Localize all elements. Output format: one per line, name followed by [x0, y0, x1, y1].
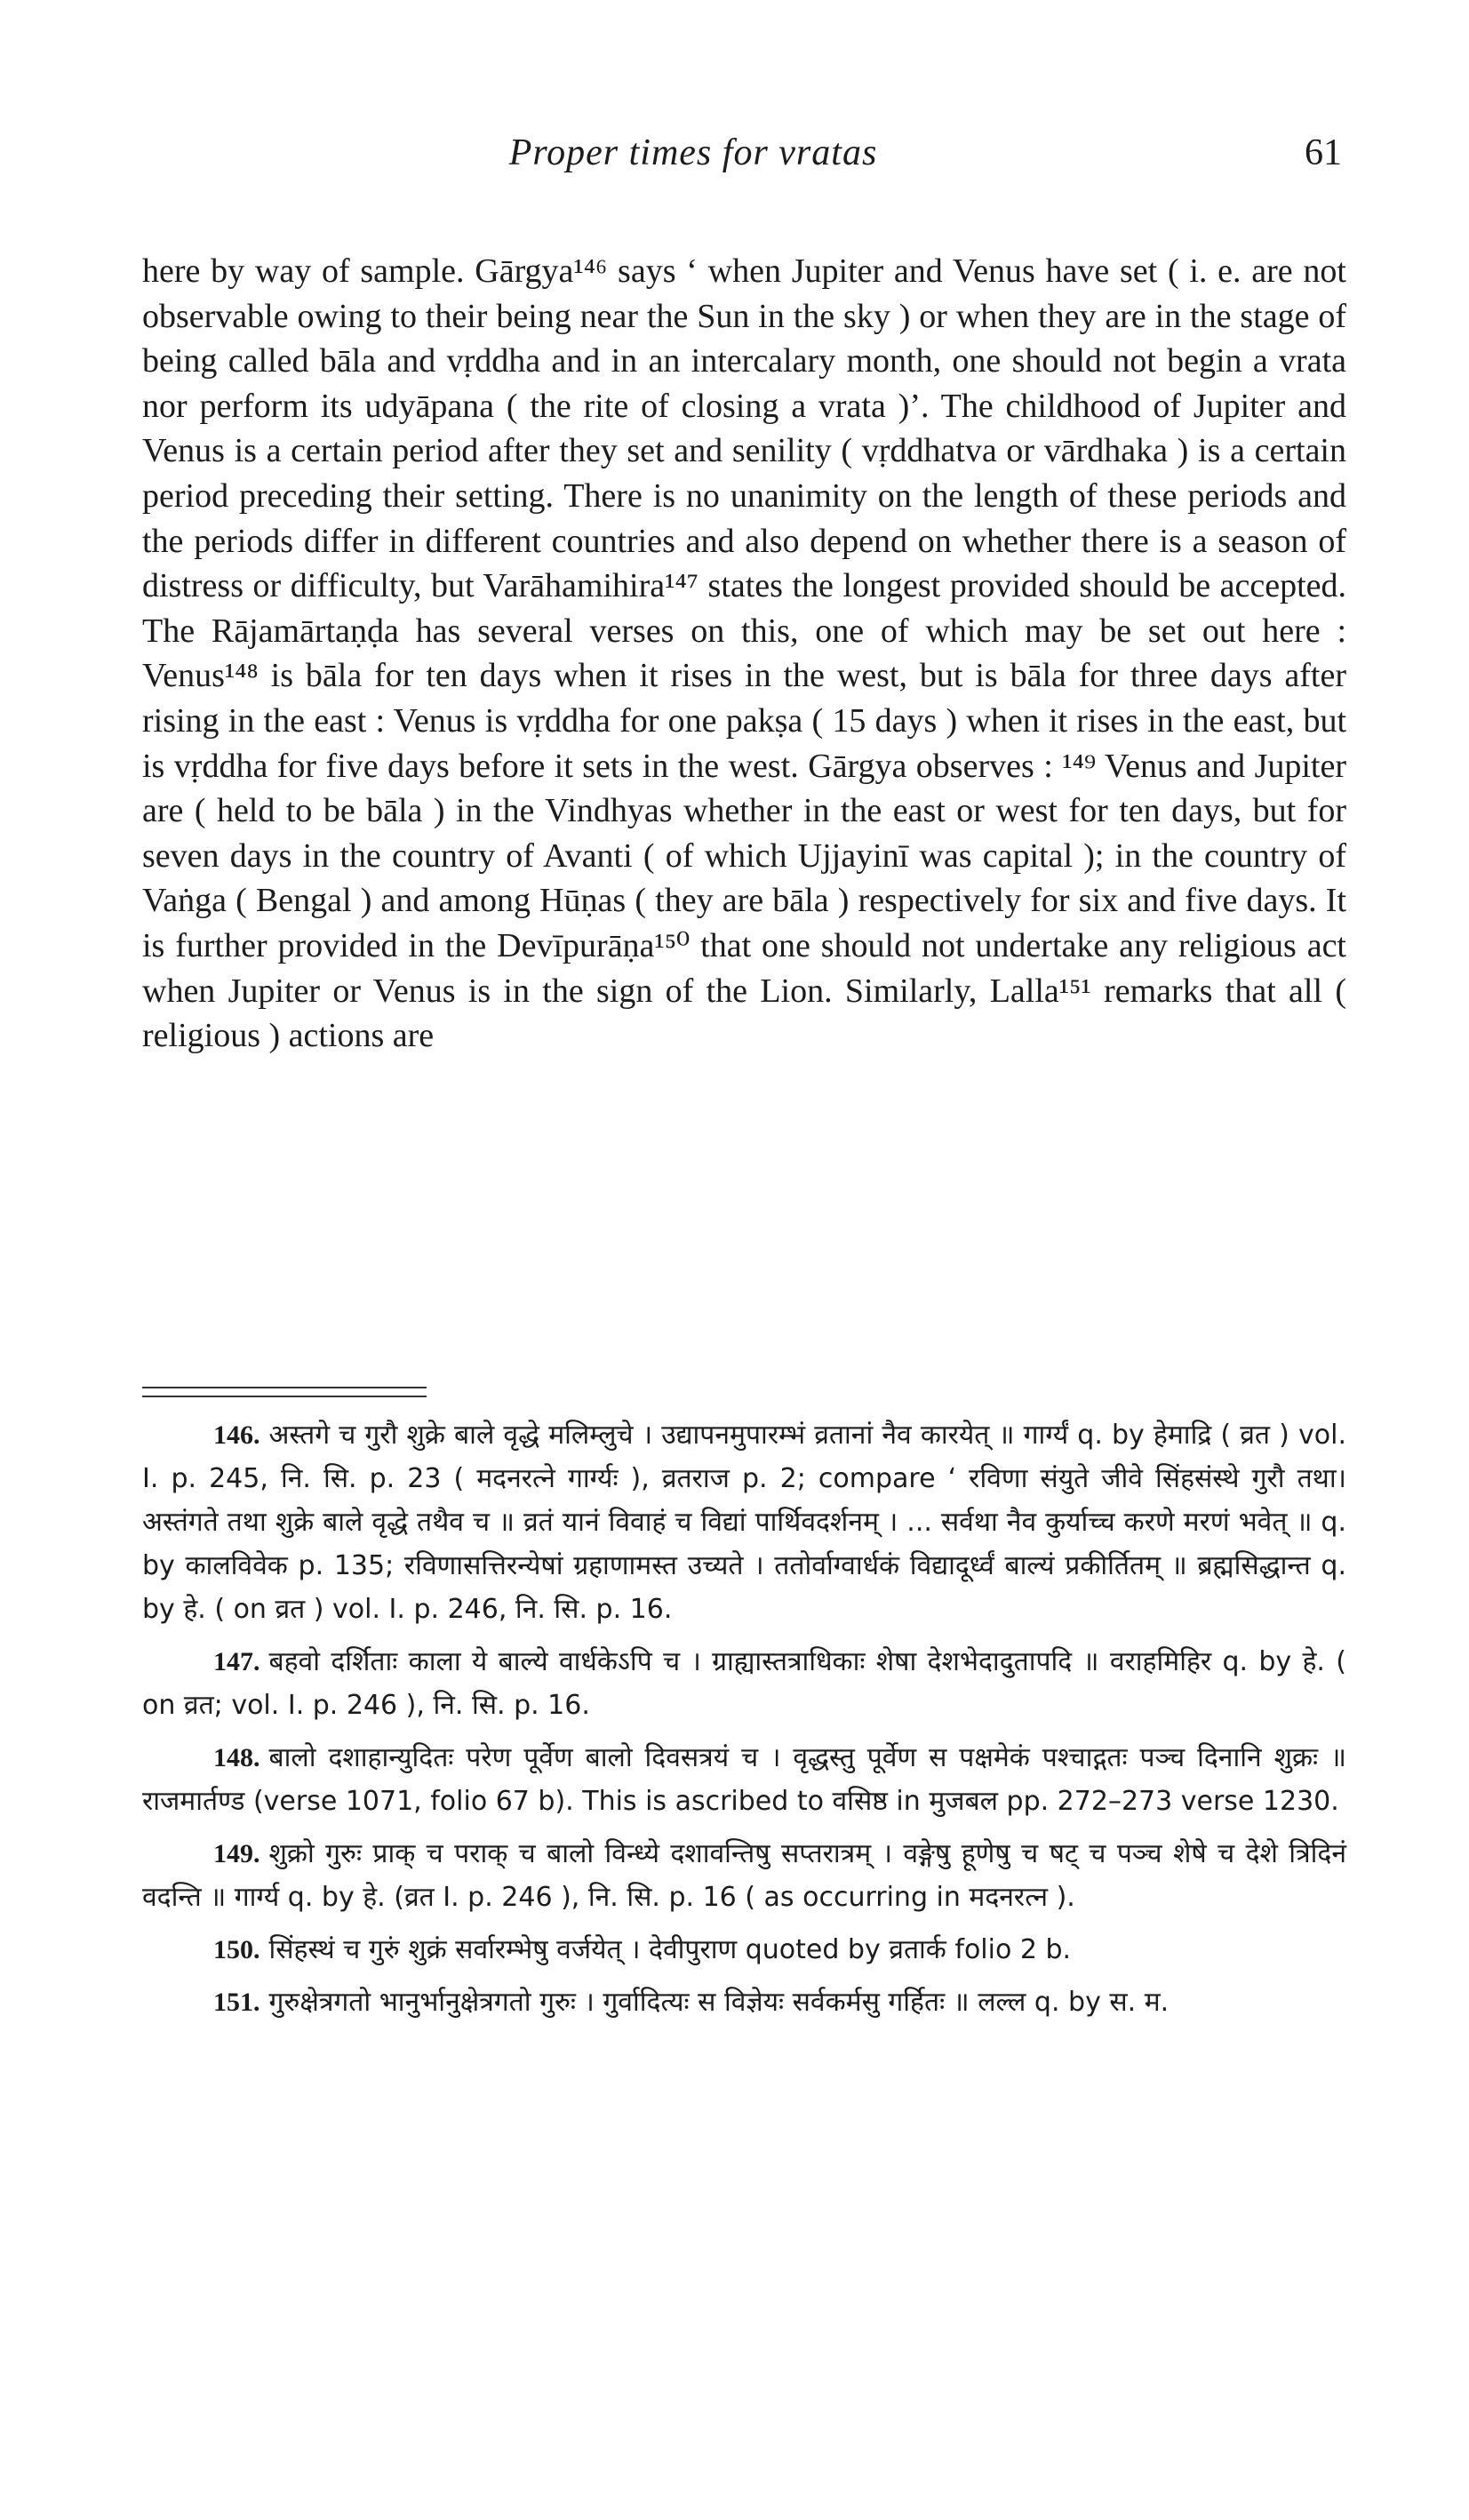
- page-header: [142, 132, 1351, 185]
- page-number: 61: [1305, 132, 1342, 173]
- footnote-number: 148.: [213, 1743, 260, 1772]
- footnote-146: [142, 1413, 1346, 1631]
- footnote-148: [142, 1736, 1346, 1823]
- footnote-text: शुक्रो गुरुः प्राक् च पराक् च बालो विन्ध्ये दशावन्तिषु सप्तरात्रम् । वङ्गेषु हूणेषु च षट् च पञ्च शेषे च देशे त्रिदिनं वदन्ति ॥ गार्ग्य q. by हे. (व्रत I. p. 246 ), नि. सि. p. 16 ( as occurring in मदनरत्न ).: [142, 1838, 1346, 1913]
- body-paragraph: here by way of sample. Gārgya¹⁴⁶ says ‘ when Jupiter and Venus have set ( i. e. are not observable owing to their being near the Sun in the sky ) or when they are in the stage of being called bāla and vṛddha and in an intercalary month, one should not begin a vrata nor perform its udyāpana ( the rite of closing a vrata )’. The childhood of Jupiter and Venus is a certain period after they set and senility ( vṛddhatva or vārdhaka ) is a certain period preceding their setting. There is no unanimity on the length of these periods and the periods differ in different countries and also depend on whether there is a season of distress or difficulty, but Varāhamihira¹⁴⁷ states the longest provided should be accepted. The Rājamārtaṇḍa has several verses on this, one of which may be set out here : Venus¹⁴⁸ is bāla for ten days when it rises in the west, but is bāla for three days after rising in the east : Venus is vṛddha for one pakṣa ( 15 days ) when it rises in the east, but is vṛddha for five days before it sets in the west. Gārgya observes : ¹⁴⁹ Venus and Jupiter are ( held to be bāla ) in the Vindhyas whether in the east or west for ten days, but for seven days in the country of Avanti ( of which Ujjayinī was capital ); in the country of Vaṅga ( Bengal ) and among Hūṇas ( they are bāla ) respectively for six and five days. It is further provided in the Devīpurāṇa¹⁵⁰ that one should not undertake any religious act when Jupiter or Venus is in the sign of the Lion. Similarly, Lalla¹⁵¹ remarks that all ( religious ) actions are: [142, 252, 1346, 1055]
- footnote-number: 151.: [213, 1988, 260, 2017]
- footnote-text: गुरुक्षेत्रगतो भानुर्भानुक्षेत्रगतो गुरुः । गुर्वादित्यः स विज्ञेयः सर्वकर्मसु गर्हितः ॥ लल्ल q. by स. म.: [268, 1987, 1170, 2018]
- footnote-text: बालो दशाहान्युदितः परेण पूर्वेण बालो दिवसत्रयं च । वृद्धस्तु पूर्वेण स पक्षमेकं पश्चाद्गतः पञ्च दिनानि शुक्रः ॥ राजमार्तण्ड (verse 1071, folio 67 b). This is ascribed to वसिष्ठ in मुजबल pp. 272–273 verse 1230.: [142, 1742, 1346, 1817]
- footnote-number: 147.: [213, 1647, 260, 1676]
- footnote-number: 146.: [213, 1420, 260, 1450]
- running-title: Proper times for vratas: [508, 132, 878, 173]
- footnote-147: [142, 1640, 1346, 1727]
- footnote-number: 149.: [213, 1839, 260, 1868]
- footnote-text: सिंहस्थं च गुरुं शुक्रं सर्वारम्भेषु वर्जयेत् । देवीपुराण quoted by व्रतार्क folio 2 b.: [268, 1934, 1072, 1965]
- footnote-text: बहवो दर्शिताः काला ये बाल्ये वार्धकेऽपि च । ग्राह्यास्तत्राधिकाः शेषा देशभेदादुतापदि ॥ वराहमिहिर q. by हे. ( on व्रत; vol. I. p. 246 ), नि. सि. p. 16.: [142, 1646, 1346, 1721]
- footnote-separator: [142, 1387, 427, 1397]
- footnote-151: [142, 1980, 1346, 2024]
- footnote-text: अस्तगे च गुरौ शुक्रे बाले वृद्धे मलिम्लुचे । उद्यापनमुपारम्भं व्रतानां नैव कारयेत् ॥ गार्ग्यं q. by हेमाद्रि ( व्रत ) vol. I. p. 245, नि. सि. p. 23 ( मदनरत्ने गार्ग्यः ), व्रतराज p. 2; compare ‘ रविणा संयुते जीवे सिंहसंस्थे गुरौ तथा। अस्तंगते तथा शुक्रे बाले वृद्धे तथैव च ॥ व्रतं यानं विवाहं च विद्यां पार्थिवदर्शनम् । ... सर्वथा नैव कुर्याच्च करणे मरणं भवेत् ॥ q. by कालविवेक p. 135; रविणासत्तिरन्येषां ग्रहाणामस्त उच्यते । ततोर्वाग्वार्धकं विद्यादूर्ध्वं बाल्यं प्रकीर्तितम् ॥ ब्रह्मसिद्धान्त q. by हे. ( on व्रत ) vol. I. p. 246, नि. सि. p. 16.: [142, 1420, 1346, 1625]
- footnote-149: [142, 1832, 1346, 1919]
- footnotes: [142, 1413, 1346, 2033]
- footnote-number: 150.: [213, 1935, 260, 1964]
- footnote-150: [142, 1928, 1346, 1972]
- body-text: [142, 249, 1346, 1059]
